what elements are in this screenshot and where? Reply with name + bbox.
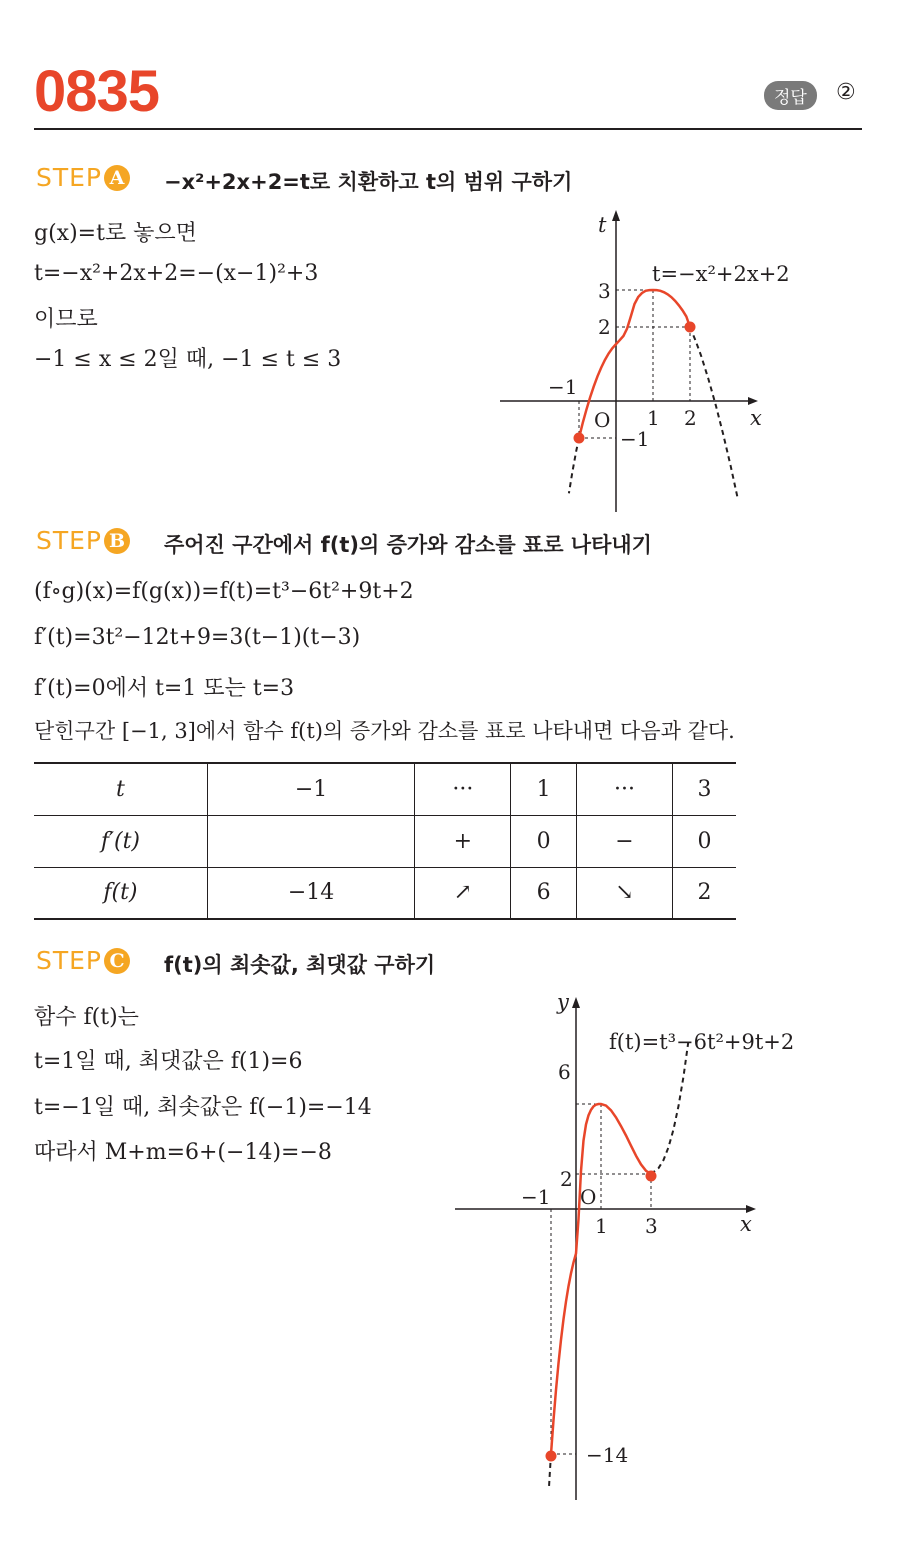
table-cell: 0 [673,815,736,867]
graph-a-x-tick-m1: −1 [548,375,578,399]
table-cell: − [576,815,672,867]
graph-c-equation: f(t)=t³−6t²+9t+2 [609,1030,795,1054]
table-cell: ··· [415,763,511,815]
graph-c-y-arrow [572,997,580,1008]
step-c-letter: C [104,948,130,974]
graph-a-point-right [685,322,696,333]
step-c-heading [36,946,130,975]
problem-number: 0835 [34,59,160,124]
graph-c-x-tick-1: 1 [595,1214,608,1238]
table-row [34,763,736,815]
table-cell: 6 [511,867,577,919]
graph-a-y-tick-3: 3 [598,279,611,303]
table-cell: ↘ [576,867,672,919]
answer-badge: 정답 [764,81,817,110]
graph-c-x-label: x [740,1212,752,1236]
step-a-line-1: g(x)=t로 놓으면 [34,221,197,246]
step-a-letter: A [104,165,130,191]
step-a-line-4: −1 ≤ x ≤ 2일 때, −1 ≤ t ≤ 3 [34,347,342,372]
graph-a-x-label: x [750,406,762,430]
graph-a-y-tick-m1: −1 [620,427,650,451]
table-cell: 1 [511,763,577,815]
step-a-graph [0,0,902,520]
step-b-line-4: 닫힌구간 [−1, 3]에서 함수 f(t)의 증가와 감소를 표로 나타내면 다음과 같다. [34,719,735,743]
step-b-line-3: f′(t)=0에서 t=1 또는 t=3 [34,676,295,701]
graph-a-y-label: t [598,213,607,237]
graph-c-point-right [646,1171,657,1182]
graph-a-equation: t=−x²+2x+2 [652,262,790,286]
graph-a-point-left [574,433,585,444]
graph-a-y-tick-2: 2 [598,315,611,339]
graph-c-x-tick-3: 3 [645,1214,658,1238]
graph-c-curve [551,1104,651,1454]
table-cell: t [34,763,207,815]
graph-a-x-tick-1: 1 [647,406,660,430]
table-cell: 2 [673,867,736,919]
table-cell: ↗ [415,867,511,919]
answer-value: ② [836,80,856,105]
table-cell: ··· [576,763,672,815]
table-row [34,867,736,919]
step-b-letter: B [104,528,130,554]
table-cell: f′(t) [34,815,207,867]
step-c-title: f(t)의 최솟값, 최댓값 구하기 [164,953,436,977]
table-cell: f(t) [34,867,207,919]
step-c-label: STEP [36,946,103,975]
step-b-line-1: (f∘g)(x)=f(g(x))=f(t)=t³−6t²+9t+2 [34,579,414,604]
table-row [34,815,736,867]
graph-a-curve-right-dashed [690,327,738,500]
graph-a-curve-left-dashed [569,438,579,493]
step-c-line-3: t=−1일 때, 최솟값은 f(−1)=−14 [34,1095,372,1120]
step-a-label: STEP [36,163,103,192]
graph-c-y-tick-2: 2 [560,1167,573,1191]
graph-c-curve-right-dashed [651,1041,689,1175]
graph-c-origin: O [580,1185,597,1209]
step-c-line-1: 함수 f(t)는 [34,1005,139,1030]
table-cell: −14 [207,867,414,919]
step-b-heading [36,526,130,555]
variation-table [34,762,736,920]
graph-c-x-tick-m1: −1 [521,1185,551,1209]
table-cell [207,815,414,867]
table-cell: + [415,815,511,867]
step-b-line-2: f′(t)=3t²−12t+9=3(t−1)(t−3) [34,625,361,650]
table-cell: 3 [673,763,736,815]
step-c-graph [0,980,902,1520]
graph-a-y-arrow [612,210,620,221]
graph-c-y-tick-6: 6 [558,1060,571,1084]
step-b-title: 주어진 구간에서 f(t)의 증가와 감소를 표로 나타내기 [164,533,652,557]
step-c-line-2: t=1일 때, 최댓값은 f(1)=6 [34,1049,303,1074]
graph-a-x-arrow [748,397,758,405]
step-b-label: STEP [36,526,103,555]
step-a-line-3: 이므로 [34,307,98,332]
table-cell: 0 [511,815,577,867]
graph-a-x-tick-2: 2 [684,406,697,430]
step-c-line-4: 따라서 M+m=6+(−14)=−8 [34,1140,332,1165]
graph-a-origin: O [594,408,611,432]
step-a-title: −x²+2x+2=t로 치환하고 t의 범위 구하기 [164,170,573,194]
graph-c-point-min [546,1451,557,1462]
table-cell: −1 [207,763,414,815]
graph-c-y-tick-m14: −14 [586,1443,629,1467]
graph-c-y-label: y [557,990,569,1014]
step-a-line-2: t=−x²+2x+2=−(x−1)²+3 [34,261,319,286]
